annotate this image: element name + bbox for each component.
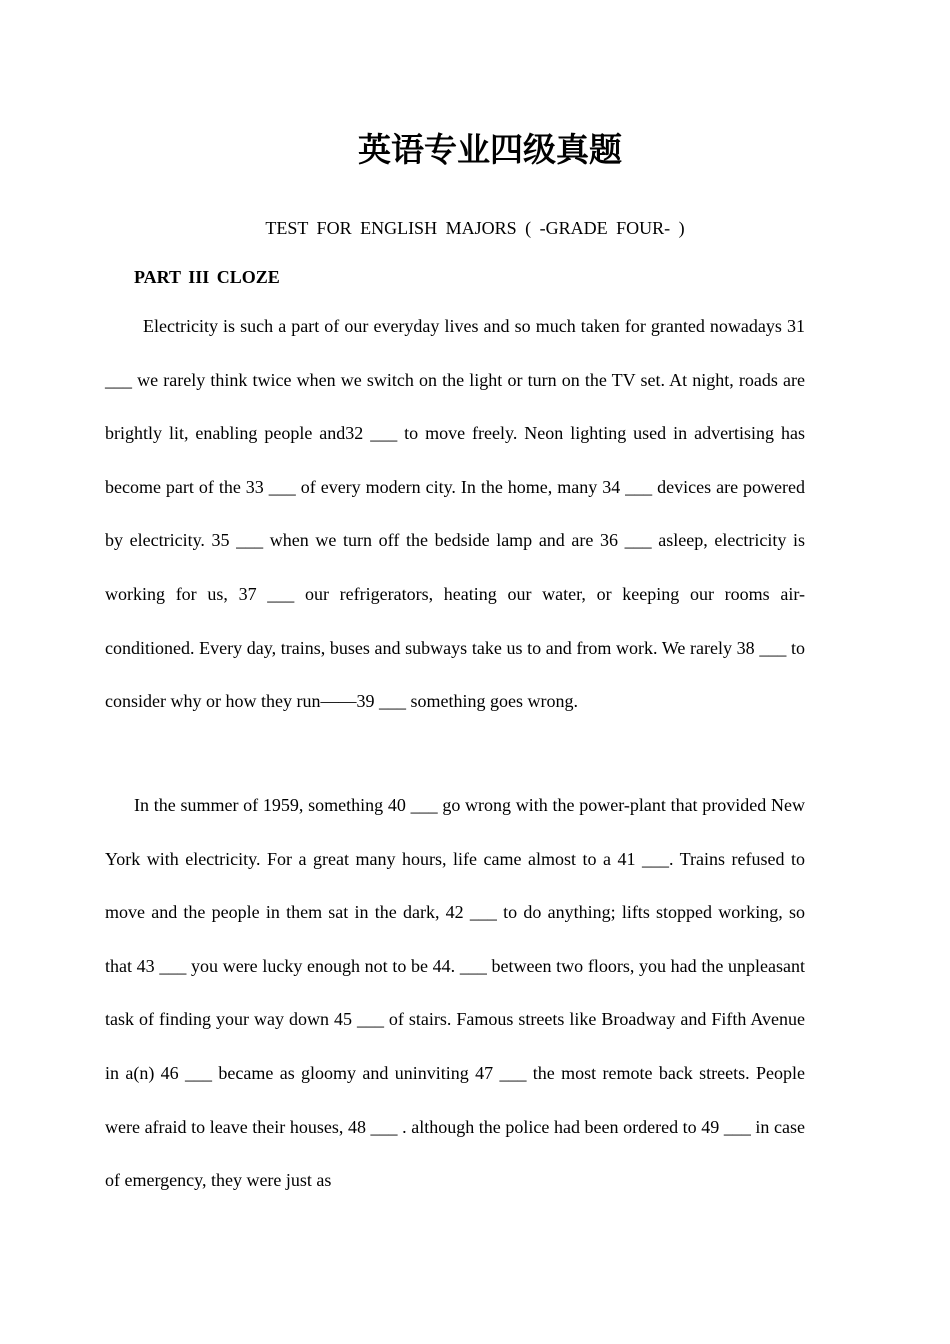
document-subtitle: TEST FOR ENGLISH MAJORS ( -GRADE FOUR- ) xyxy=(265,218,685,238)
paragraph-1: Electricity is such a part of our everyday lives and so much taken for granted nowadays 31 ___ we rarely think twice when we switch on the light or turn on the TV set. At night, roads are brightly lit, enabling people and32 ___ to move freely. Neon lighting used in advertising has become part of the 33 ___ of every modern city. In the home, many 34 ___ devices are powered by electricity. 35 ___ when we turn off the bedside lamp and are 36 ___ asleep, electricity is working for us, 37 ___ our refrigerators, heating our water, or keeping our rooms air-conditioned. Every day, trains, buses and subways take us to and from work. We rarely 38 ___ to consider why or how they run——39 ___ something goes wrong. xyxy=(105,316,805,712)
paragraph-2: In the summer of 1959, something 40 ___ go wrong with the power-plant that provided New York with electricity. For a great many hours, life came almost to a 41 ___. Trains refused to move and the people in them sat in the dark, 42 ___ to do anything; lifts stopped working, so that 43 ___ you were lucky enough not to be 44. ___ between two floors, you had the unpleasant task of finding your way down 45 ___ of stairs. Famous streets like Broadway and Fifth Avenue in a(n) 46 ___ became as gloomy and uninviting 47 ___ the most remote back streets. People were afraid to leave their houses, 48 ___ . although the police had been ordered to 49 ___ in case of emergency, they were just as xyxy=(105,795,805,1191)
document-title xyxy=(0,128,950,172)
document-title-text: 英语专业四级真题 xyxy=(358,130,622,169)
section-heading: PART III CLOZE xyxy=(134,267,280,287)
